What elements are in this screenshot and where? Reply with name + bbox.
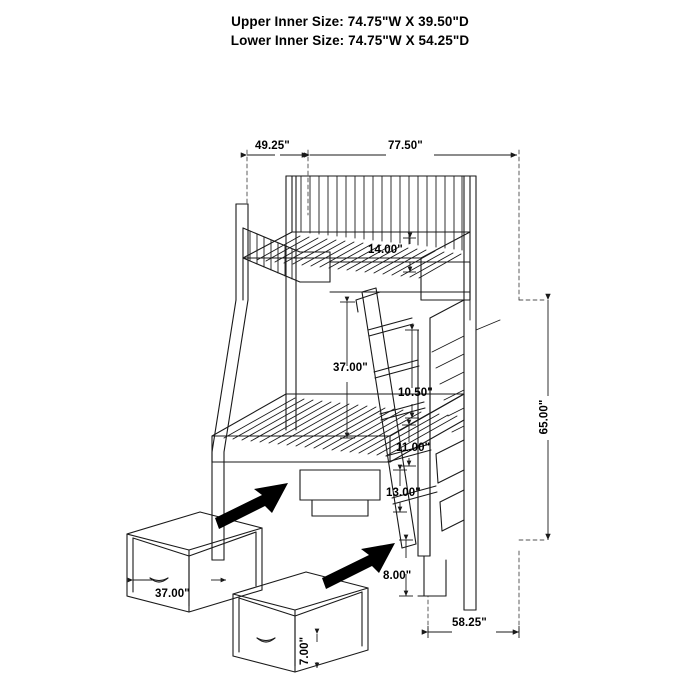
dim-label-overall-height: 65.00" xyxy=(538,399,551,435)
dim-label-ladder-bottom-step: 8.00" xyxy=(383,570,412,582)
drawer-motion-arrows xyxy=(215,483,395,589)
lower-inner-size-text: Lower Inner Size: 74.75"W X 54.25"D xyxy=(230,33,470,48)
dim-label-lower-clearance: 37.00" xyxy=(333,362,368,374)
upper-inner-size-text: Upper Inner Size: 74.75"W X 39.50"D xyxy=(231,14,469,29)
dim-label-ladder-step-1: 10.50" xyxy=(398,387,433,399)
dim-label-ladder-step-3: 13.00" xyxy=(386,487,421,499)
dim-label-drawer-height: 7.00" xyxy=(299,636,312,666)
dim-label-drawer-width: 37.00" xyxy=(155,588,190,600)
dim-label-ladder-step-2: 11.00" xyxy=(396,442,431,454)
dim-label-upper-guardrail: 14.00" xyxy=(368,244,403,256)
dim-label-overall-depth: 58.25" xyxy=(452,617,487,629)
dim-label-top-left-width: 49.25" xyxy=(255,140,290,152)
dim-label-top-right-width: 77.50" xyxy=(388,140,423,152)
